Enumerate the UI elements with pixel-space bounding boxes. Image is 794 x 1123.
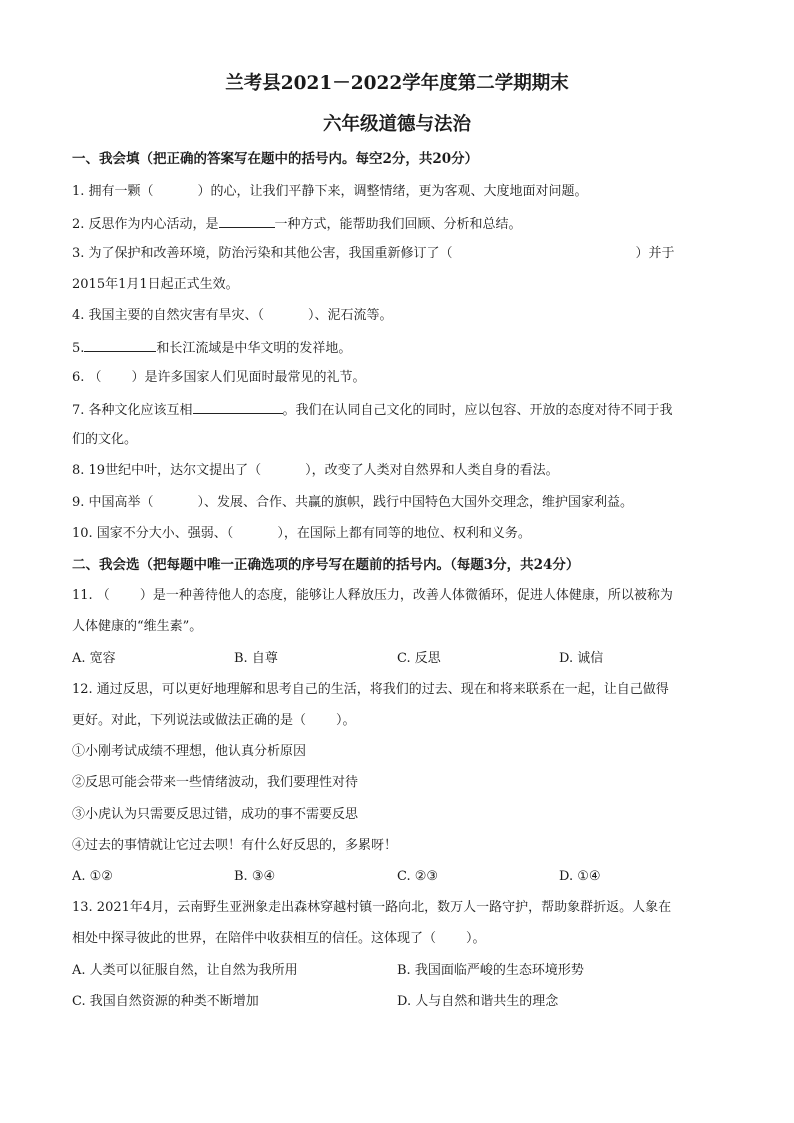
q12-statement-3: ③小虎认为只需要反思过错，成功的事不需要反思 xyxy=(72,807,359,822)
question-13-continued: 相处中探寻彼此的世界，在陪伴中收获相互的信任。这体现了（ ）。 xyxy=(72,931,486,946)
section-1-heading: 一、我会填（把正确的答案写在题中的括号内。每空2分，共20分） xyxy=(72,151,479,167)
q13-option-b[interactable]: B. 我国面临严峻的生态环境形势 xyxy=(397,963,584,978)
q13-option-a[interactable]: A. 人类可以征服自然，让自然为我所用 xyxy=(72,963,298,978)
q12-statement-1: ①小刚考试成绩不理想，他认真分析原因 xyxy=(72,744,307,759)
question-11: 11. （ ）是一种善待他人的态度，能够让人释放压力，改善人体微循环，促进人体健康，所以被称为 xyxy=(72,588,673,603)
question-10: 10. 国家不分大小、强弱、（ ），在国际上都有同等的地位、权利和义务。 xyxy=(72,526,531,541)
question-3-continued: 2015年1月1日起正式生效。 xyxy=(72,277,239,292)
answer-blank[interactable] xyxy=(193,400,283,414)
question-8: 8. 19世纪中叶，达尔文提出了（ ），改变了人类对自然界和人类自身的看法。 xyxy=(72,463,559,478)
question-9: 9. 中国高举（ ）、发展、合作、共赢的旗帜，践行中国特色大国外交理念，维护国家利益。 xyxy=(72,495,634,510)
answer-blank[interactable] xyxy=(84,338,156,352)
section-2-heading: 二、我会选（把每题中唯一正确选项的序号写在题前的括号内。（每题3分，共24分） xyxy=(72,557,580,573)
q12-option-b[interactable]: B. ③④ xyxy=(234,869,276,884)
question-4: 4. 我国主要的自然灾害有旱灾、（ ）、泥石流等。 xyxy=(72,308,393,323)
exam-title: 兰考县2021－2022学年度第二学期期末 xyxy=(225,73,569,94)
question-7: 7. 各种文化应该互相 。我们在认同自己文化的同时，应以包容、开放的态度对待不同于我 xyxy=(72,400,724,420)
q12-option-d[interactable]: D. ①④ xyxy=(559,869,601,884)
q11-option-c[interactable]: C. 反思 xyxy=(397,651,441,666)
q12-statement-4: ④过去的事情就让它过去呗！有什么好反思的，多累呀！ xyxy=(72,838,398,853)
q13-option-d[interactable]: D. 人与自然和谐共生的理念 xyxy=(397,994,559,1009)
q12-option-a[interactable]: A. ①② xyxy=(72,869,113,884)
question-12-continued: 更好。对此，下列说法或做法正确的是（ ）。 xyxy=(72,713,356,728)
exam-subtitle: 六年级道德与法治 xyxy=(322,114,471,135)
q13-option-c[interactable]: C. 我国自然资源的种类不断增加 xyxy=(72,994,259,1009)
question-7-continued: 们的文化。 xyxy=(72,432,138,447)
q11-option-b[interactable]: B. 自尊 xyxy=(234,651,278,666)
question-12: 12. 通过反思，可以更好地理解和思考自己的生活，将我们的过去、现在和将来联系在一起，让自己做得 xyxy=(72,682,669,697)
question-6: 6. （ ）是许多国家人们见面时最常见的礼节。 xyxy=(72,370,366,385)
question-2: 2. 反思作为内心活动，是 一种方式，能帮助我们回顾、分析和总结。 xyxy=(72,214,724,234)
question-13: 13. 2021年4月，云南野生亚洲象走出森林穿越村镇一路向北，数万人一路守护，帮助象群折返。人象在 xyxy=(72,900,672,915)
answer-blank[interactable] xyxy=(219,214,275,228)
q11-option-a[interactable]: A. 宽容 xyxy=(72,651,116,666)
question-5: 5. 和长江流域是中华文明的发祥地。 xyxy=(72,338,724,358)
question-3: 3. 为了保护和改善环境，防治污染和其他公害，我国重新修订了（ ）并于 xyxy=(72,246,675,261)
q12-statement-2: ②反思可能会带来一些情绪波动，我们要理性对待 xyxy=(72,775,359,790)
q12-option-c[interactable]: C. ②③ xyxy=(397,869,439,884)
q11-option-d[interactable]: D. 诚信 xyxy=(559,651,604,666)
question-11-continued: 人体健康的“维生素”。 xyxy=(72,619,203,634)
question-1: 1. 拥有一颗（ ）的心，让我们平静下来，调整情绪，更为客观、大度地面对问题。 xyxy=(72,184,588,199)
